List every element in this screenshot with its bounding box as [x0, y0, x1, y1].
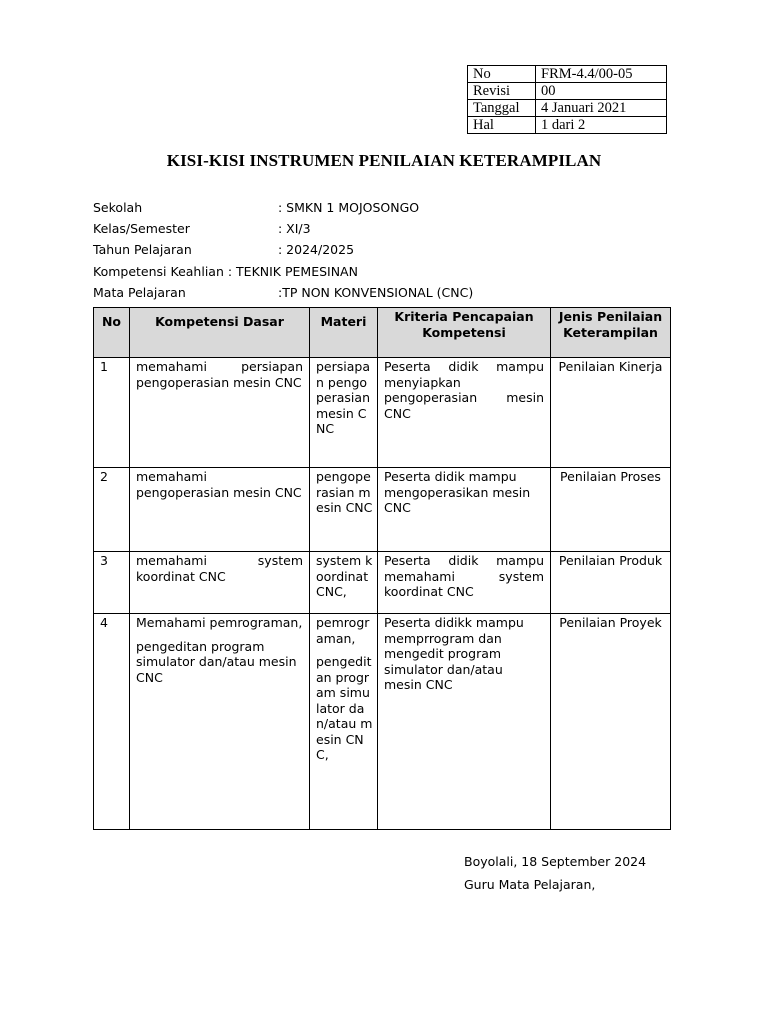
signature-place-date: Boyolali, 18 September 2024	[464, 854, 647, 869]
table-row	[94, 552, 671, 614]
row-materi: pengoperasian mesin CNC	[310, 468, 378, 552]
form-key: Revisi	[468, 83, 536, 100]
row-jenis-penilaian: Penilaian Kinerja	[551, 358, 671, 468]
form-value: 1 dari 2	[536, 117, 667, 134]
document-title: KISI-KISI INSTRUMEN PENILAIAN KETERAMPILAN	[166, 151, 602, 170]
meta-value: : XI/3	[278, 221, 311, 237]
row-materi-continued: pengeditan program simulator dan/atau mesin CNC,	[316, 654, 373, 762]
form-control-box	[467, 65, 667, 134]
form-key: Tanggal	[468, 100, 536, 117]
row-kompetensi-dasar: Memahami pemrograman,	[136, 615, 303, 630]
table-row	[94, 614, 671, 830]
row-no: 1	[94, 358, 130, 468]
signature-role: Guru Mata Pelajaran,	[464, 877, 596, 892]
meta-label: Kelas/Semester	[93, 221, 190, 237]
form-key: No	[468, 66, 536, 83]
row-kompetensi-dasar: memahami system koordinat CNC	[130, 552, 310, 614]
meta-value: : 2024/2025	[278, 242, 355, 258]
row-no: 4	[94, 614, 130, 830]
meta-label: Sekolah	[93, 200, 143, 215]
row-jenis-penilaian: Penilaian Proses	[551, 468, 671, 552]
row-kompetensi-dasar: memahami persiapan pengoperasian mesin CNC	[130, 358, 310, 468]
row-jenis-penilaian: Penilaian Produk	[551, 552, 671, 614]
form-value: 4 Januari 2021	[536, 100, 667, 117]
meta-kompetensi-text: Kompetensi Keahlian : TEKNIK PEMESINAN	[93, 263, 358, 279]
row-materi: pemrograman,	[316, 615, 370, 646]
row-kriteria: Peserta didik mampu memahami system koordinat CNC	[378, 552, 551, 614]
form-value: 00	[536, 83, 667, 100]
row-kriteria: Peserta didik mampu menyiapkan pengoperasian mesin CNC	[378, 358, 551, 468]
header-kriteria: Kriteria Pencapaian Kompetensi	[378, 308, 551, 358]
row-no: 2	[94, 468, 130, 552]
row-materi: system koordinat CNC,	[310, 552, 378, 614]
header-jenis-penilaian: Jenis Penilaian Keterampilan	[551, 308, 671, 358]
row-kompetensi-dasar-continued: pengeditan program simulator dan/atau mesin CNC	[136, 638, 297, 685]
header-materi: Materi	[310, 308, 378, 358]
form-row-revisi	[468, 83, 667, 100]
meta-value: :TP NON KONVENSIONAL (CNC)	[278, 284, 474, 300]
form-row-no	[468, 66, 667, 83]
table-row	[94, 358, 671, 468]
meta-label: Mata Pelajaran	[93, 284, 186, 300]
form-row-hal	[468, 117, 667, 134]
row-kriteria: Peserta didikk mampu memprrogram dan mengedit program simulator dan/atau mesin CNC	[378, 614, 551, 830]
assessment-table	[93, 307, 671, 830]
row-materi: persiapan pengoperasian mesin CNC	[310, 358, 378, 468]
table-row	[94, 468, 671, 552]
header-no: No	[94, 308, 130, 358]
meta-value: : SMKN 1 MOJOSONGO	[278, 200, 420, 215]
header-kompetensi-dasar: Kompetensi Dasar	[130, 308, 310, 358]
row-materi-cell	[310, 614, 378, 830]
table-header-row	[94, 308, 671, 358]
row-kompetensi-dasar: memahami pengoperasian mesin CNC	[130, 468, 310, 552]
signature-block	[464, 853, 646, 899]
row-jenis-penilaian: Penilaian Proyek	[551, 614, 671, 830]
meta-label: Tahun Pelajaran	[93, 242, 192, 258]
row-no: 3	[94, 552, 130, 614]
row-kriteria: Peserta didik mampu mengoperasikan mesin CNC	[378, 468, 551, 552]
form-key: Hal	[468, 117, 536, 134]
form-value: FRM-4.4/00-05	[536, 66, 667, 83]
form-row-tanggal	[468, 100, 667, 117]
row-kompetensi-dasar-cell	[130, 614, 310, 830]
